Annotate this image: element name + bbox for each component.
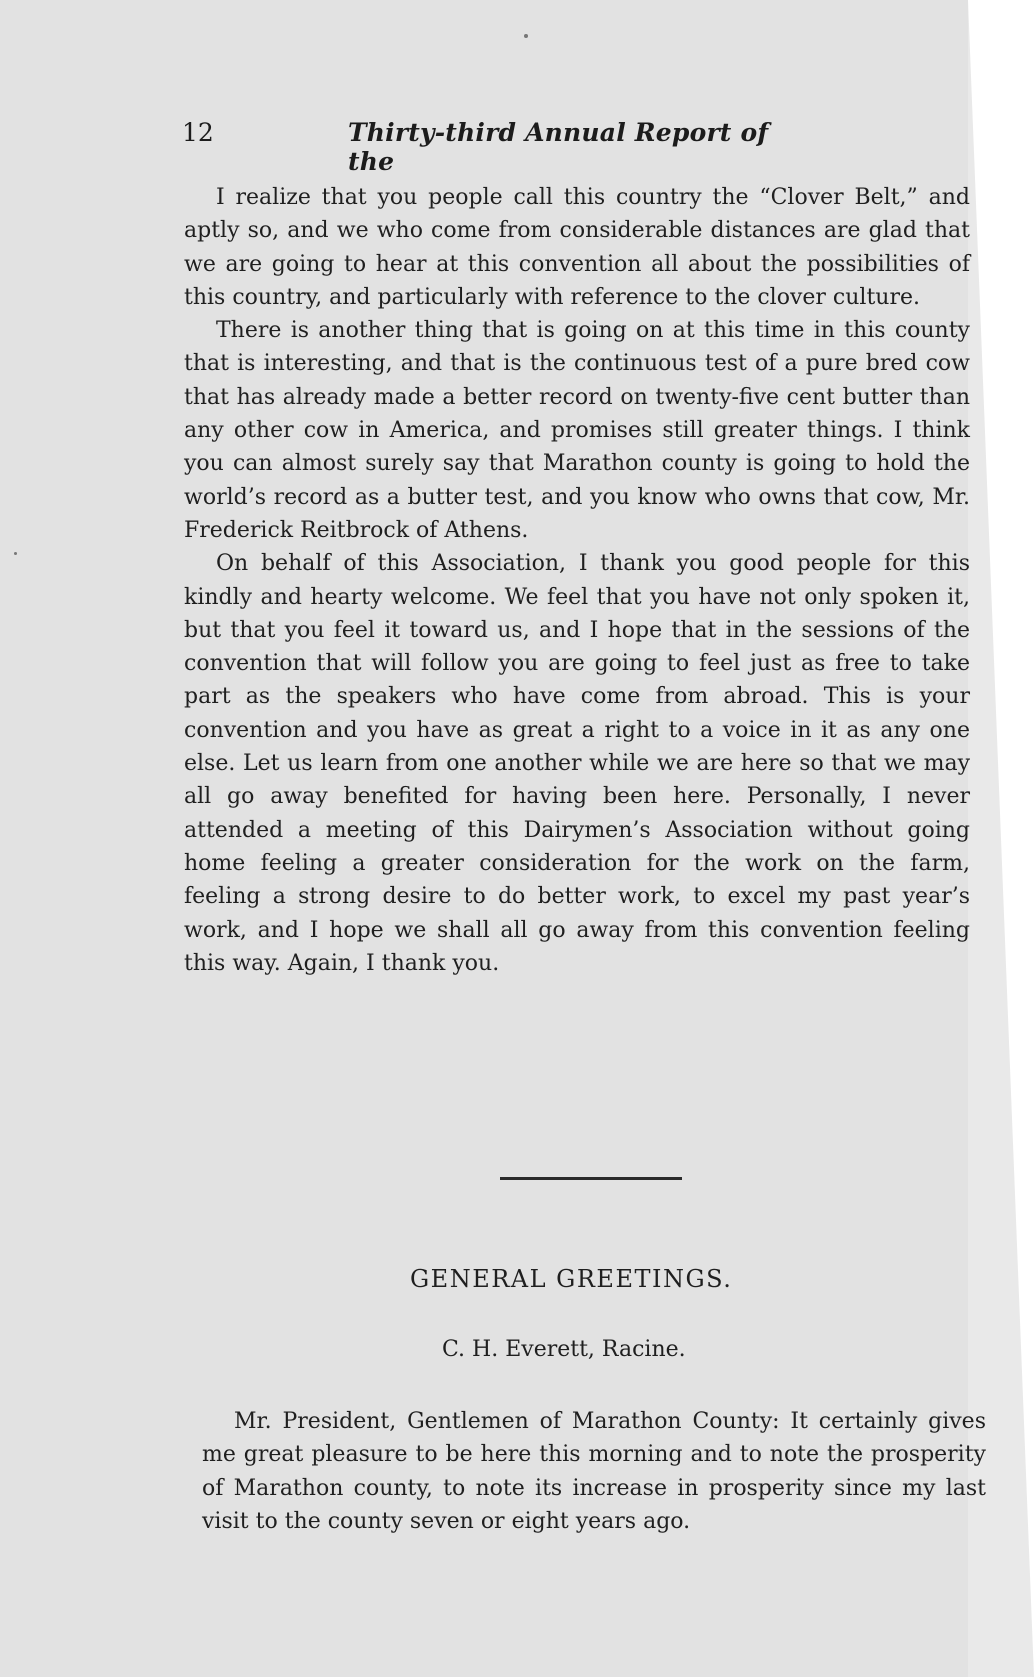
section-divider [500,1177,682,1180]
paragraph: Mr. President, Gentlemen of Marathon County: It certainly gives me great pleasure to be here this morning and to note the prosperity of Marathon county, to note its increase in prosperity since my last visit to the county seven or eight years ago. [202,1409,986,1534]
running-header [182,118,802,176]
speaker-byline: C. H. Everett, Racine. [442,1337,686,1362]
paragraph: I realize that you people call this country the “Clover Belt,” and aptly so, and we who come from considerable distances are glad that we are going to hear at this convention all about the possibilities of this country, and particularly with reference to the clover culture. [184,185,970,310]
page-number: 12 [182,118,214,147]
paragraph: On behalf of this Association, I thank you good people for this kindly and hearty welcome. We feel that you have not only spoken it, but that you feel it toward us, and I hope that in the sessions of the convention that will follow you are going to feel just as free to take part as the speakers who have come from abroad. This is your convention and you have as great a right to a voice in it as any one else. Let us learn from one another while we are here so that we may all go away benefited for having been here. Personally, I never attended a meeting of this Dairymen’s Association without going home feeling a greater consideration for the work on the farm, feeling a strong desire to do better work, to excel my past year’s work, and I hope we shall all go away from this convention feeling this way. Again, I thank you. [184,551,970,976]
speech-text [202,1405,986,1538]
section-title: GENERAL GREETINGS. [410,1265,733,1293]
running-title: Thirty-third Annual Report of the [348,118,769,176]
main-text [184,181,970,980]
ink-speck [14,552,17,555]
ink-speck [524,34,528,38]
paragraph: There is another thing that is going on at this time in this county that is interesting, and that is the continuous test of a pure bred cow that has already made a better record on twenty-five cent butter than any other cow in America, and promises still greater things. I think you can almost surely say that Marathon county is going to hold the world’s record as a butter test, and you know who owns that cow, Mr. Frederick Reitbrock of Athens. [184,318,970,543]
